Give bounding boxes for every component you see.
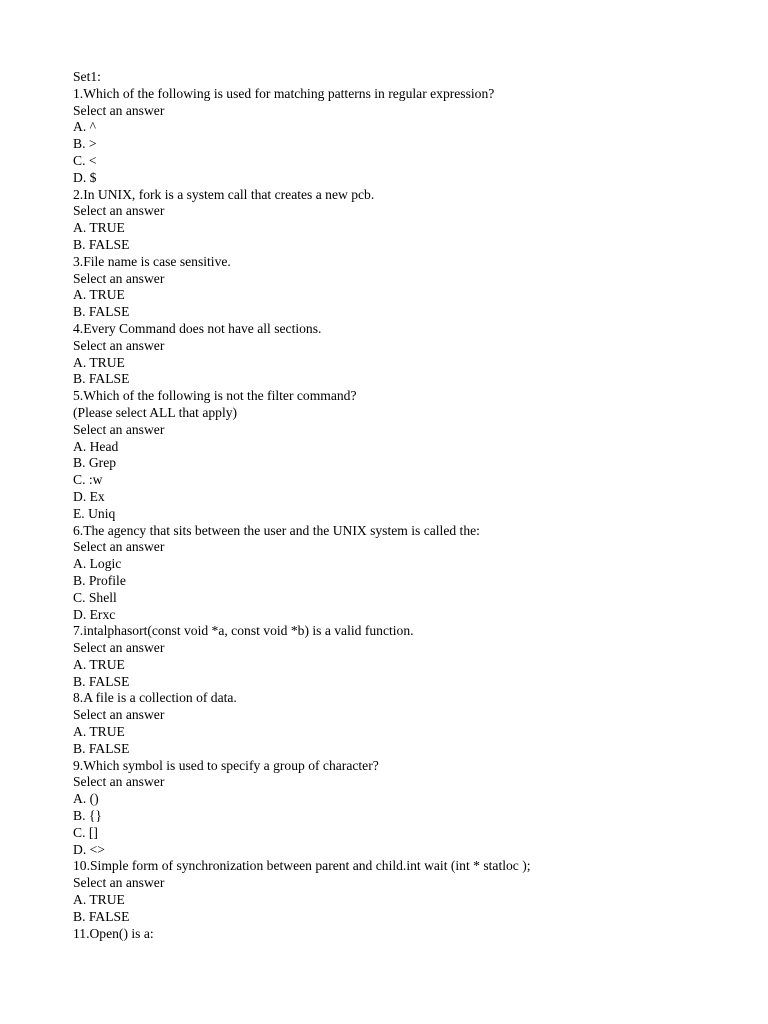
- answer-option: B. Profile: [73, 572, 126, 588]
- answer-option: C. Shell: [73, 589, 117, 605]
- question-4: [73, 321, 753, 388]
- answer-option: C. :w: [73, 472, 103, 488]
- question-8: [73, 690, 753, 757]
- select-answer-prompt: Select an answer: [73, 270, 165, 286]
- select-answer-prompt: Select an answer: [73, 337, 165, 353]
- select-answer-prompt: Select an answer: [73, 102, 165, 118]
- answer-option: B. FALSE: [73, 908, 130, 924]
- question-1: [73, 86, 753, 187]
- question-11: [73, 926, 753, 943]
- answer-option: B. FALSE: [73, 740, 130, 756]
- question-text: 3.File name is case sensitive.: [73, 253, 231, 269]
- answer-option: A. TRUE: [73, 656, 125, 672]
- select-answer-prompt: Select an answer: [73, 640, 165, 656]
- answer-option: A. Logic: [73, 556, 122, 572]
- answer-option: D. <>: [73, 841, 105, 857]
- select-answer-prompt: Select an answer: [73, 421, 165, 437]
- question-text: 8.A file is a collection of data.: [73, 690, 237, 706]
- question-5: [73, 388, 753, 522]
- answer-option: B. FALSE: [73, 673, 130, 689]
- select-answer-prompt: Select an answer: [73, 774, 165, 790]
- question-text: 9.Which symbol is used to specify a group of character?: [73, 757, 379, 773]
- answer-option: D. Erxc: [73, 606, 116, 622]
- select-answer-prompt: Select an answer: [73, 707, 165, 723]
- question-note: (Please select ALL that apply): [73, 404, 238, 420]
- answer-option: B. Grep: [73, 455, 117, 471]
- answer-option: B. FALSE: [73, 304, 130, 320]
- question-6: [73, 523, 753, 624]
- question-text: 11.Open() is a:: [73, 925, 154, 941]
- answer-option: B. >: [73, 136, 97, 152]
- question-text: 4.Every Command does not have all sections.: [73, 320, 322, 336]
- answer-option: E. Uniq: [73, 505, 116, 521]
- question-text: 2.In UNIX, fork is a system call that creates a new pcb.: [73, 186, 375, 202]
- answer-option: A. TRUE: [73, 724, 125, 740]
- question-text: 6.The agency that sits between the user and the UNIX system is called the:: [73, 522, 480, 538]
- question-text: 5.Which of the following is not the filter command?: [73, 388, 357, 404]
- question-7: [73, 623, 753, 690]
- select-answer-prompt: Select an answer: [73, 875, 165, 891]
- question-text: 7.intalphasort(const void *a, const void *b) is a valid function.: [73, 623, 414, 639]
- set-title: Set1:: [73, 69, 101, 84]
- quiz-page: [73, 69, 753, 942]
- question-9: [73, 758, 753, 859]
- answer-option: C. <: [73, 152, 97, 168]
- answer-option: B. {}: [73, 808, 102, 824]
- answer-option: A. ^: [73, 119, 96, 135]
- answer-option: A. Head: [73, 438, 119, 454]
- answer-option: A. (): [73, 791, 99, 807]
- answer-option: A. TRUE: [73, 287, 125, 303]
- answer-option: B. FALSE: [73, 371, 130, 387]
- answer-option: A. TRUE: [73, 354, 125, 370]
- select-answer-prompt: Select an answer: [73, 203, 165, 219]
- question-10: [73, 858, 753, 925]
- question-list: [73, 86, 753, 943]
- answer-option: C. []: [73, 824, 98, 840]
- answer-option: A. TRUE: [73, 892, 125, 908]
- answer-option: B. FALSE: [73, 236, 130, 252]
- question-3: [73, 254, 753, 321]
- question-text: 10.Simple form of synchronization between parent and child.int wait (int * statloc );: [73, 858, 531, 874]
- answer-option: D. $: [73, 169, 97, 185]
- question-text: 1.Which of the following is used for matching patterns in regular expression?: [73, 85, 495, 101]
- answer-option: D. Ex: [73, 488, 105, 504]
- answer-option: A. TRUE: [73, 220, 125, 236]
- select-answer-prompt: Select an answer: [73, 539, 165, 555]
- question-2: [73, 187, 753, 254]
